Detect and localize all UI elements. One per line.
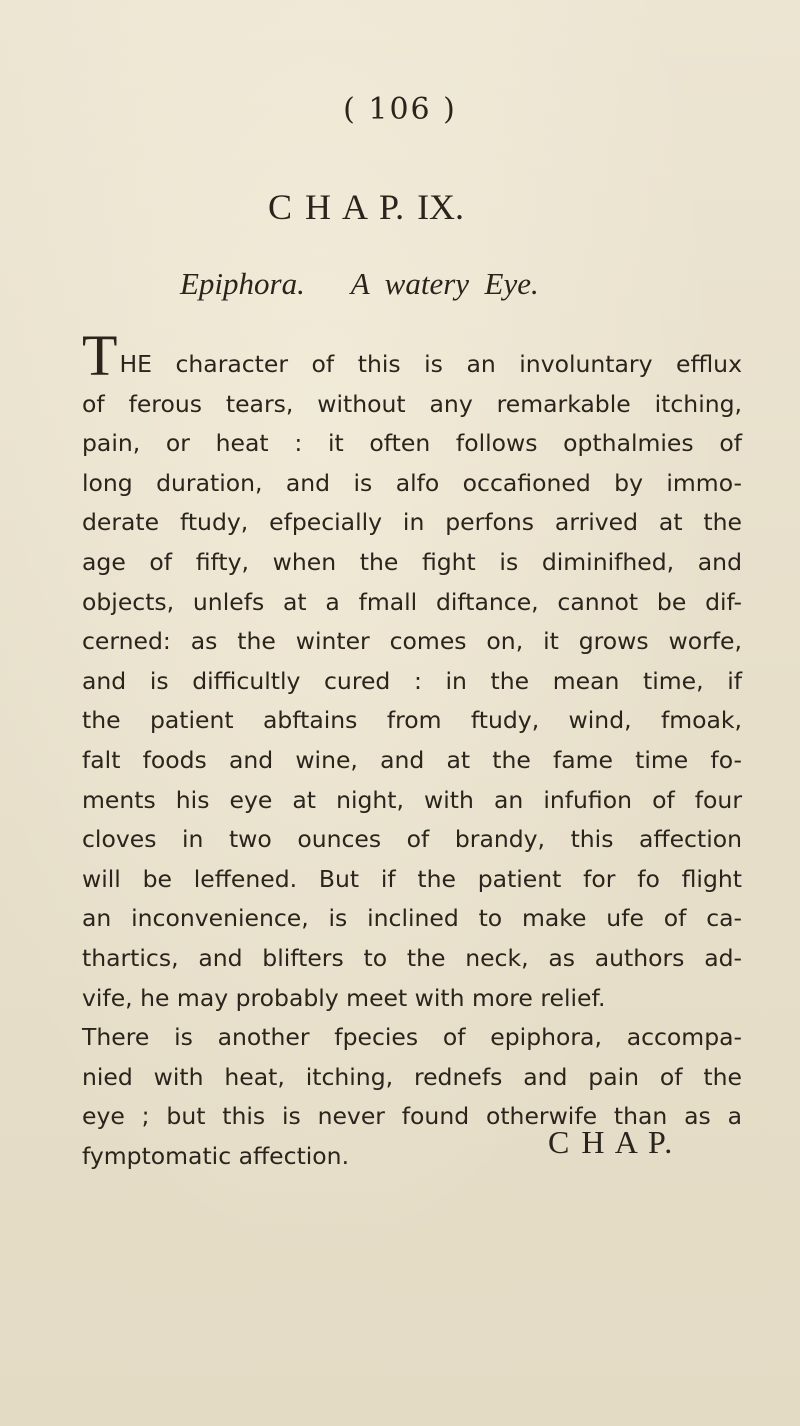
chapter-subtitle: Epiphora. A watery Eye. [180,266,539,301]
text-line-content: HE character of this is an involuntary efflux [119,350,742,378]
text-line: thartics, and blifters to the neck, as authors ad- [82,943,742,972]
text-line: There is another fpecies of epiphora, accompa- [82,1023,742,1052]
text-line: will be leffened. But if the patient for fo flight [82,864,742,893]
text-line: long duration, and is alfo occafioned by immo- [82,468,742,497]
text-line [82,323,742,388]
chapter-heading: C H A P. IX. [268,187,465,227]
body-text [82,323,742,1176]
text-line: cloves in two ounces of brandy, this affection [82,825,742,854]
text-line: age of fifty, when the fight is diminifhed, and [82,547,742,576]
text-line: fymptomatic affection. [82,1141,350,1170]
text-line: derate ftudy, efpecially in perfons arrived at the [82,508,742,537]
text-line: nied with heat, itching, rednefs and pain of the [82,1062,742,1091]
text-line: of ferous tears, without any remarkable itching, [82,389,742,418]
text-line: and is difficultly cured : in the mean time, if [82,666,742,695]
text-line: pain, or heat : it often follows opthalmies of [82,429,742,458]
text-line: the patient abftains from ftudy, wind, fmoak, [82,706,742,735]
text-line: falt foods and wine, and at the fame time fo- [82,745,742,774]
text-line: vife, he may probably meet with more relief. [82,983,606,1012]
drop-cap: T [82,323,118,388]
text-line: eye ; but this is never found otherwife than as a [82,1102,742,1131]
catchword: C H A P. [548,1124,675,1160]
text-line: ments his eye at night, with an infufion of four [82,785,742,814]
text-line: cerned: as the winter comes on, it grows worfe, [82,627,742,656]
page-number: ( 106 ) [343,92,457,127]
text-line: objects, unlefs at a fmall diftance, cannot be dif- [82,587,742,616]
text-line: an inconvenience, is inclined to make ufe of ca- [82,904,742,933]
